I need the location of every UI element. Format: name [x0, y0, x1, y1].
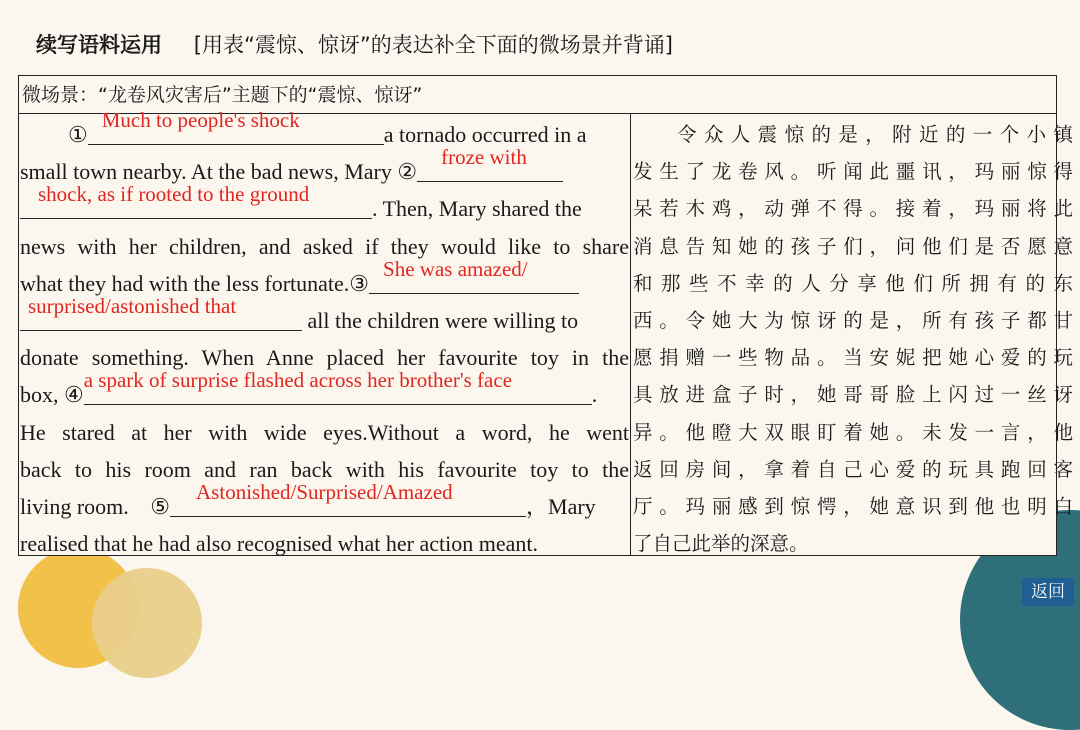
- passage-line: realised that he had also recognised what her action meant.: [20, 531, 539, 557]
- passage-text: living room.: [20, 493, 129, 519]
- passage-line: [20, 368, 629, 413]
- answer-blank: [170, 479, 526, 517]
- passage-text: .: [591, 382, 598, 408]
- passage-text: a tornado occurred in a: [383, 122, 587, 147]
- passage-line: He stared at her with wide eyes.Without a word, he went: [20, 419, 629, 445]
- answer-text: a spark of surprise flashed across her brother's face: [83, 368, 513, 393]
- translation-line: 愿捐赠一些物品。当安妮把她心爱的玩: [633, 346, 1073, 370]
- translation-line: 西。令她大为惊讶的是，所有孩子都甘: [633, 308, 1073, 332]
- translation-line: 呆若木鸡，动弹不得。接着，玛丽将此: [633, 197, 1073, 221]
- answer-blank: [83, 368, 592, 405]
- answer-text: Astonished/Surprised/Amazed: [196, 479, 453, 504]
- passage-line: [20, 182, 629, 227]
- english-passage: [20, 108, 629, 562]
- passage-text: . Then, Mary shared the: [372, 196, 582, 222]
- answer-blank: [20, 182, 372, 219]
- translation-line: 和那些不幸的人分享他们所拥有的东: [633, 271, 1073, 295]
- answer-text: She was amazed/: [383, 256, 528, 281]
- passage-text: all the children were willing to: [307, 307, 579, 333]
- translation-line: 发生了龙卷风。听闻此噩讯，玛丽惊得: [633, 160, 1073, 184]
- answer-text: shock, as if rooted to the ground: [38, 182, 310, 207]
- passage-text: small town nearby. At the bad news, Mary ②: [20, 159, 418, 185]
- blank-marker: ⑤: [150, 493, 171, 519]
- passage-line: [20, 108, 629, 153]
- scene-label: 微场景：“龙卷风灾害后”主题下的“震惊、惊讶”: [19, 76, 1056, 114]
- instruction-text: [用表“震惊、惊讶”的表达补全下面的微场景并背诵]: [193, 33, 673, 57]
- passage-line: back to his room and ran back with his favourite toy to the: [20, 456, 629, 482]
- translation-line: 异。他瞪大双眼盯着她。未发一言，他: [633, 420, 1073, 444]
- answer-text: surprised/astonished that: [28, 293, 237, 318]
- translation-line: 令众人震惊的是，附近的一个小镇: [677, 123, 1073, 146]
- passage-line: [20, 479, 629, 525]
- answer-blank: [369, 256, 579, 294]
- passage-line: donate something. When Anne placed her favourite toy in the: [20, 345, 629, 371]
- chinese-translation: [633, 116, 1073, 562]
- answer-blank: [417, 145, 563, 182]
- column-divider: [630, 114, 631, 556]
- translation-line: 具放进盒子时，她哥哥脸上闪过一丝讶: [633, 383, 1073, 407]
- translation-line: 返回房间，拿着自己心爱的玩具跑回客: [633, 457, 1073, 481]
- exercise-table: [18, 75, 1073, 557]
- back-button[interactable]: 返回: [1022, 578, 1074, 606]
- section-title: 续写语料运用: [36, 33, 162, 57]
- decorative-circle-beige: [92, 568, 202, 678]
- slide-heading: [36, 28, 673, 62]
- translation-line: 厅。玛丽感到惊愕，她意识到他也明白: [633, 494, 1073, 518]
- answer-blank: [88, 108, 384, 145]
- passage-text: what they had with the less fortunate.③: [20, 270, 370, 296]
- answer-blank: [20, 293, 302, 331]
- blank-marker: ①: [68, 122, 88, 147]
- passage-text: box, ④: [20, 382, 84, 408]
- translation-line: 消息告知她的孩子们，问他们是否愿意: [633, 234, 1073, 258]
- answer-text: froze with: [441, 145, 527, 170]
- passage-line: [20, 293, 629, 339]
- answer-text: Much to people's shock: [101, 108, 300, 132]
- passage-text: ，Mary: [526, 493, 596, 519]
- translation-line: 了自己此举的深意。: [633, 532, 809, 556]
- passage-line: news with her children, and asked if they would like to share: [20, 233, 629, 259]
